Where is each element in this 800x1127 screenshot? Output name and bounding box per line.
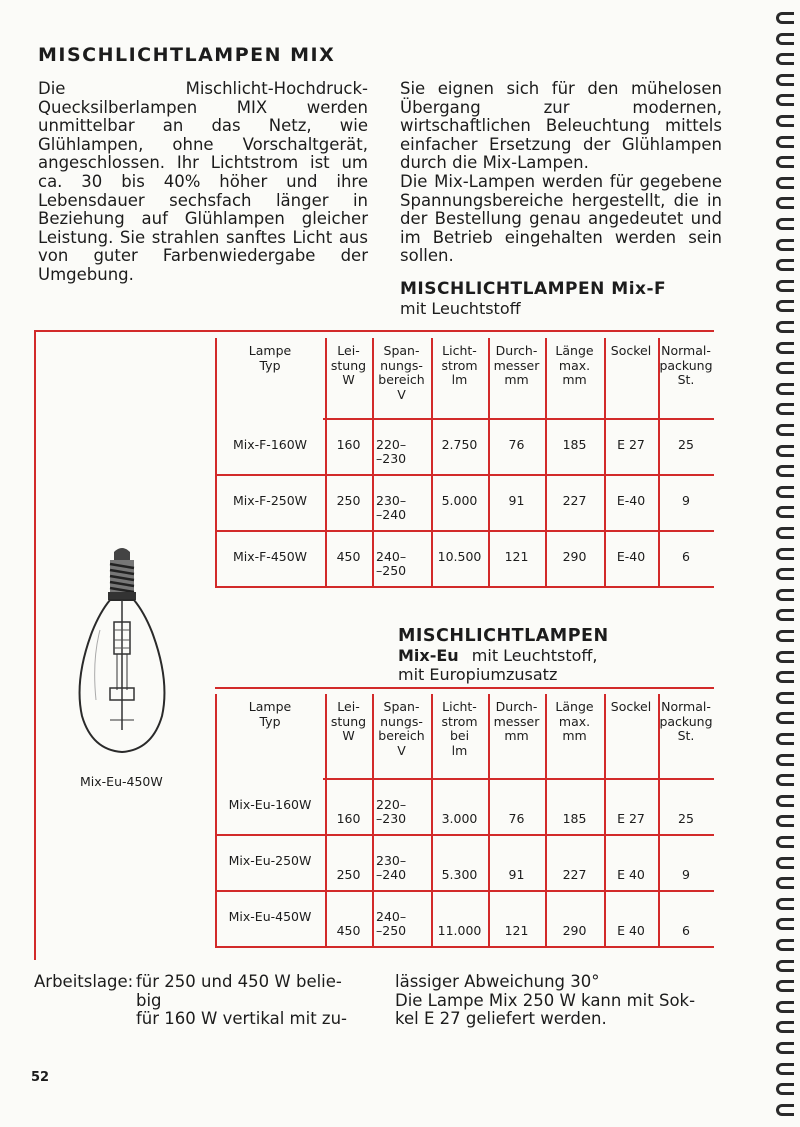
table-cell: 6 <box>682 549 690 564</box>
column-header: V <box>397 742 406 758</box>
column-header: V <box>397 386 406 402</box>
lamp-caption: Mix-Eu-450W <box>80 774 163 789</box>
binding-ring <box>776 321 794 333</box>
table-cell: 121 <box>504 549 529 564</box>
section-f-title: MISCHLICHTLAMPEN Mix-F <box>400 279 667 299</box>
binding-ring <box>776 115 794 127</box>
column-rule <box>215 338 217 586</box>
section-eu-heading <box>398 626 609 684</box>
column-header: nungs- <box>380 713 423 729</box>
binding-ring <box>776 980 794 992</box>
voltage-range: 230– <box>376 493 407 508</box>
column-header: Länge <box>555 343 594 358</box>
table-cell: 160 <box>336 437 361 452</box>
row-rule <box>215 530 714 532</box>
lamp-burner-icon <box>110 600 134 730</box>
table-cell: E-40 <box>616 493 646 508</box>
binding-ring <box>776 445 794 457</box>
column-header: Lei- <box>337 343 360 358</box>
table-cell: 25 <box>678 437 694 452</box>
binding-ring <box>776 651 794 663</box>
binding-ring <box>776 960 794 972</box>
column-header: messer <box>493 357 540 373</box>
binding-ring <box>776 486 794 498</box>
binding-ring <box>776 795 794 807</box>
column-header: Typ <box>259 713 281 729</box>
binding-ring <box>776 1042 794 1054</box>
footer-right-2: Die Lampe Mix 250 W kann mit Sok- <box>395 990 696 1010</box>
binding-ring <box>776 548 794 560</box>
footer-line-1: für 250 und 450 W belie- <box>136 972 342 991</box>
column-header: Lampe <box>248 699 292 714</box>
column-header: strom <box>441 357 478 373</box>
binding-ring <box>776 939 794 951</box>
table-cell: 76 <box>508 437 525 452</box>
binding-ring <box>776 898 794 910</box>
binding-ring <box>776 12 794 24</box>
column-header: Span- <box>383 343 420 358</box>
binding-ring <box>776 692 794 704</box>
footer-right <box>395 973 725 1029</box>
binding-ring <box>776 1063 794 1075</box>
voltage-range: –240 <box>376 507 407 522</box>
table-cell: 5.000 <box>441 493 478 508</box>
table-cell: 450 <box>336 923 361 938</box>
section-eu-title: MISCHLICHTLAMPEN <box>398 626 609 646</box>
column-header: max. <box>558 713 591 729</box>
voltage-range: 220– <box>376 437 407 452</box>
table-cell: 2.750 <box>441 437 478 452</box>
column-header: lm <box>451 742 468 758</box>
footer-right-1: lässiger Abweichung 30° <box>395 972 600 991</box>
column-header: St. <box>677 728 695 743</box>
column-header: Durch- <box>495 343 538 358</box>
table-cell: 450 <box>336 549 361 564</box>
binding-ring <box>776 197 794 209</box>
table-cell: 25 <box>678 811 694 826</box>
column-header: mm <box>562 728 587 743</box>
column-header: Sockel <box>610 343 652 358</box>
table-cell: Mix-F-250W <box>232 493 308 508</box>
table-cell: 121 <box>504 923 529 938</box>
table-cell: 91 <box>508 493 525 508</box>
voltage-range: 230– <box>376 853 407 868</box>
intro-right-column <box>400 80 722 266</box>
frame-top-rule <box>34 330 714 332</box>
table-cell: 227 <box>562 867 587 882</box>
binding-ring <box>776 589 794 601</box>
table-cell: 9 <box>682 493 690 508</box>
row-rule <box>215 586 714 588</box>
binding-ring <box>776 94 794 106</box>
table-cell: E-40 <box>616 549 646 564</box>
voltage-range: –250 <box>376 923 407 938</box>
column-header: mm <box>562 372 587 387</box>
intro-left-column <box>38 80 368 285</box>
column-header: Normal- <box>661 699 711 714</box>
footer-line-2: big <box>136 990 162 1010</box>
page-number: 52 <box>31 1070 50 1085</box>
table-eu-top-rule <box>215 687 714 689</box>
binding-ring <box>776 733 794 745</box>
column-header: nungs- <box>380 357 423 373</box>
binding-ring <box>776 53 794 65</box>
voltage-range: –230 <box>376 451 407 466</box>
column-header: Normal- <box>661 343 711 358</box>
column-header: W <box>342 728 355 743</box>
table-cell: Mix-Eu-450W <box>228 909 312 924</box>
header-rule <box>323 778 714 780</box>
column-header: Licht- <box>442 343 477 358</box>
table-cell: 250 <box>336 867 361 882</box>
row-rule <box>215 834 714 836</box>
voltage-range: 240– <box>376 909 407 924</box>
column-header: mm <box>504 728 529 743</box>
binding-ring <box>776 342 794 354</box>
column-header: packung <box>659 357 713 373</box>
binding-ring <box>776 74 794 86</box>
column-header: bei <box>449 728 470 743</box>
lamp-illustration <box>70 540 175 765</box>
table-cell: E 40 <box>617 923 645 938</box>
table-cell: 185 <box>562 811 587 826</box>
footer-right-3: kel E 27 geliefert werden. <box>395 1009 607 1029</box>
binding-ring <box>776 671 794 683</box>
binding-ring <box>776 918 794 930</box>
column-header: Span- <box>383 699 420 714</box>
column-header: Lampe <box>248 343 292 358</box>
table-cell: 227 <box>562 493 587 508</box>
binding-ring <box>776 424 794 436</box>
binding-ring <box>776 403 794 415</box>
binding-ring <box>776 1021 794 1033</box>
footer-label: Arbeitslage: <box>34 972 134 991</box>
voltage-range: 240– <box>376 549 407 564</box>
footer-left <box>136 973 376 1029</box>
column-rule <box>215 694 217 946</box>
binding-ring <box>776 383 794 395</box>
table-cell: 160 <box>336 811 361 826</box>
voltage-range: –240 <box>376 867 407 882</box>
binding-ring <box>776 259 794 271</box>
table-cell: Mix-F-450W <box>232 549 308 564</box>
binding-ring <box>776 156 794 168</box>
table-cell: Mix-F-160W <box>232 437 308 452</box>
binding-ring <box>776 300 794 312</box>
column-header: Länge <box>555 699 594 714</box>
binding-ring <box>776 877 794 889</box>
table-cell: E 27 <box>617 811 645 826</box>
column-header: messer <box>493 713 540 729</box>
section-eu-title-line2 <box>398 646 609 665</box>
table-cell: 290 <box>562 549 587 564</box>
column-header: packung <box>659 713 713 729</box>
binding-ring <box>776 465 794 477</box>
table-cell: 290 <box>562 923 587 938</box>
binding-ring <box>776 33 794 45</box>
column-header: stung <box>330 357 367 373</box>
binding-ring <box>776 1001 794 1013</box>
intro-left-text: Die Mischlicht-Hochdruck-Quecksilberlampen MIX werden unmittelbar an das Netz, wie Glühlampen, ohne Vorschaltgerät, angeschlossen. Ihr Lichtstrom ist um ca. 30 bis 40% höher und ihre Lebensdauer sechsfach länger in Beziehung auf Glühlampen gleicher Leistung. Sie strahlen sanftes Licht aus von guter Farbenwiedergabe der Umgebung. <box>38 79 368 284</box>
spiral-binding <box>770 0 800 1127</box>
table-cell: 76 <box>508 811 525 826</box>
binding-ring <box>776 630 794 642</box>
table-cell: E 40 <box>617 867 645 882</box>
header-rule <box>323 418 714 420</box>
table-cell: 91 <box>508 867 525 882</box>
voltage-range: 220– <box>376 797 407 812</box>
table-cell: 3.000 <box>441 811 478 826</box>
binding-ring <box>776 568 794 580</box>
binding-ring <box>776 1104 794 1116</box>
binding-ring <box>776 754 794 766</box>
column-header: stung <box>330 713 367 729</box>
binding-ring <box>776 815 794 827</box>
table-cell: 9 <box>682 867 690 882</box>
binding-ring <box>776 712 794 724</box>
column-header: Sockel <box>610 699 652 714</box>
binding-ring <box>776 836 794 848</box>
table-cell: 250 <box>336 493 361 508</box>
table-cell: 11.000 <box>437 923 482 938</box>
column-rule <box>604 338 606 586</box>
column-header: Durch- <box>495 699 538 714</box>
column-header: mm <box>504 372 529 387</box>
column-header: max. <box>558 357 591 373</box>
column-header: Lei- <box>337 699 360 714</box>
column-header: St. <box>677 372 695 387</box>
voltage-range: –250 <box>376 563 407 578</box>
table-cell: 185 <box>562 437 587 452</box>
table-cell: 10.500 <box>437 549 482 564</box>
row-rule <box>215 946 714 948</box>
binding-ring <box>776 362 794 374</box>
table-cell: Mix-Eu-160W <box>228 797 312 812</box>
column-header: lm <box>451 372 468 387</box>
row-rule <box>215 890 714 892</box>
intro-right-text-1: Sie eignen sich für den mühelosen Übergang zur modernen, wirtschaftlichen Beleuchtung mittels einfacher Ersetzung der Glühlampen durch die Mix-Lampen. <box>400 79 722 173</box>
binding-ring <box>776 280 794 292</box>
row-rule <box>215 474 714 476</box>
column-header: Licht- <box>442 699 477 714</box>
binding-ring <box>776 609 794 621</box>
footer-line-3: für 160 W vertikal mit zu- <box>136 1009 347 1029</box>
intro-right-text-2: Die Mix-Lampen werden für gegebene Spannungsbereiche hergestellt, die in der Bestellung genau angedeutet und im Betrieb eingehalten werden sein sollen. <box>400 171 722 266</box>
table-cell: Mix-Eu-250W <box>228 853 312 868</box>
binding-ring <box>776 1083 794 1095</box>
binding-ring <box>776 527 794 539</box>
section-eu-subtitle: mit Europiumzusatz <box>398 665 558 684</box>
table-cell: 5.300 <box>441 867 478 882</box>
section-eu-title-rest: mit Leuchtstoff, <box>471 646 598 665</box>
table-cell: E 27 <box>617 437 645 452</box>
binding-ring <box>776 774 794 786</box>
column-header: Typ <box>259 357 281 373</box>
page-title: MISCHLICHTLAMPEN MIX <box>38 44 336 66</box>
binding-ring <box>776 239 794 251</box>
binding-ring <box>776 136 794 148</box>
section-eu-model: Mix-Eu <box>398 646 459 665</box>
frame-left-rule <box>34 330 36 960</box>
binding-ring <box>776 506 794 518</box>
binding-ring <box>776 177 794 189</box>
section-f-heading <box>400 279 666 318</box>
column-header: bereich <box>378 728 425 743</box>
binding-ring <box>776 857 794 869</box>
column-header: W <box>342 372 355 387</box>
column-header: bereich <box>378 372 425 387</box>
table-cell: 6 <box>682 923 690 938</box>
voltage-range: –230 <box>376 811 407 826</box>
lamp-cap-icon <box>108 548 136 600</box>
binding-ring <box>776 218 794 230</box>
column-header: strom <box>441 713 478 729</box>
section-f-subtitle: mit Leuchtstoff <box>400 299 521 318</box>
